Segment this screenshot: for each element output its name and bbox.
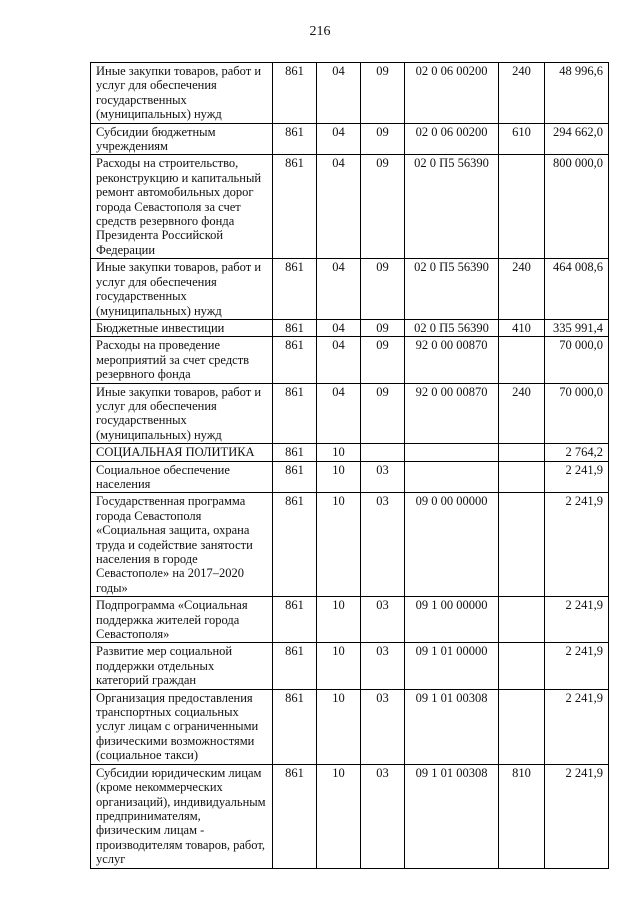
table-row <box>91 597 609 643</box>
cell-cs: 09 1 01 00000 <box>405 643 499 689</box>
cell-vr <box>499 155 545 259</box>
table-row <box>91 259 609 320</box>
cell-cs <box>405 461 499 493</box>
cell-cs <box>405 444 499 461</box>
cell-amount: 2 241,9 <box>545 764 609 868</box>
table-row <box>91 689 609 764</box>
table-row <box>91 155 609 259</box>
cell-rz: 04 <box>317 319 361 336</box>
cell-name: Субсидии юридическим лицам (кроме некоммерческих организаций), индивидуальным предпринимателям, физическим лицам - производителям товаров, работ, услуг <box>91 764 273 868</box>
cell-cs: 02 0 П5 56390 <box>405 155 499 259</box>
cell-amount: 70 000,0 <box>545 337 609 383</box>
cell-rz: 10 <box>317 597 361 643</box>
cell-cs: 02 0 06 00200 <box>405 123 499 155</box>
cell-name: Подпрограмма «Социальная поддержка жителей города Севастополя» <box>91 597 273 643</box>
table-row <box>91 643 609 689</box>
table-row <box>91 319 609 336</box>
cell-amount: 800 000,0 <box>545 155 609 259</box>
cell-rz: 04 <box>317 123 361 155</box>
cell-pr: 03 <box>361 764 405 868</box>
cell-cs: 09 1 01 00308 <box>405 689 499 764</box>
cell-pr: 03 <box>361 689 405 764</box>
cell-vr: 240 <box>499 383 545 444</box>
cell-pr: 03 <box>361 643 405 689</box>
cell-name: Иные закупки товаров, работ и услуг для обеспечения государственных (муниципальных) нужд <box>91 63 273 124</box>
cell-vr: 610 <box>499 123 545 155</box>
cell-rz: 10 <box>317 643 361 689</box>
cell-name: Расходы на проведение мероприятий за счет средств резервного фонда <box>91 337 273 383</box>
cell-vr <box>499 689 545 764</box>
table-row <box>91 63 609 124</box>
cell-vr <box>499 444 545 461</box>
cell-cs: 92 0 00 00870 <box>405 337 499 383</box>
cell-name: Социальное обеспечение населения <box>91 461 273 493</box>
cell-cs: 09 0 00 00000 <box>405 493 499 597</box>
cell-rz: 10 <box>317 461 361 493</box>
cell-pr: 09 <box>361 383 405 444</box>
cell-rz: 04 <box>317 63 361 124</box>
cell-gr: 861 <box>273 764 317 868</box>
cell-vr: 810 <box>499 764 545 868</box>
cell-vr <box>499 337 545 383</box>
cell-amount: 464 008,6 <box>545 259 609 320</box>
cell-rz: 10 <box>317 764 361 868</box>
cell-pr: 09 <box>361 337 405 383</box>
cell-amount: 2 241,9 <box>545 461 609 493</box>
cell-amount: 2 241,9 <box>545 643 609 689</box>
cell-name: Бюджетные инвестиции <box>91 319 273 336</box>
cell-pr: 09 <box>361 259 405 320</box>
cell-gr: 861 <box>273 461 317 493</box>
table-row <box>91 444 609 461</box>
cell-pr: 03 <box>361 493 405 597</box>
cell-gr: 861 <box>273 123 317 155</box>
cell-amount: 70 000,0 <box>545 383 609 444</box>
cell-vr <box>499 493 545 597</box>
cell-amount: 2 764,2 <box>545 444 609 461</box>
budget-table <box>90 62 609 869</box>
cell-rz: 10 <box>317 493 361 597</box>
cell-amount: 294 662,0 <box>545 123 609 155</box>
cell-vr <box>499 643 545 689</box>
cell-gr: 861 <box>273 259 317 320</box>
cell-pr <box>361 444 405 461</box>
cell-amount: 48 996,6 <box>545 63 609 124</box>
cell-gr: 861 <box>273 643 317 689</box>
cell-cs: 02 0 П5 56390 <box>405 259 499 320</box>
cell-name: Иные закупки товаров, работ и услуг для обеспечения государственных (муниципальных) нужд <box>91 259 273 320</box>
cell-name: Организация предоставления транспортных социальных услуг лицам с ограниченными физическими возможностями (социальное такси) <box>91 689 273 764</box>
cell-rz: 04 <box>317 337 361 383</box>
cell-vr: 240 <box>499 259 545 320</box>
cell-rz: 10 <box>317 444 361 461</box>
cell-pr: 09 <box>361 319 405 336</box>
table-row <box>91 123 609 155</box>
cell-name: Субсидии бюджетным учреждениям <box>91 123 273 155</box>
budget-table-body <box>91 63 609 869</box>
cell-vr: 240 <box>499 63 545 124</box>
cell-gr: 861 <box>273 689 317 764</box>
table-row <box>91 383 609 444</box>
cell-vr <box>499 461 545 493</box>
cell-name: Иные закупки товаров, работ и услуг для обеспечения государственных (муниципальных) нужд <box>91 383 273 444</box>
cell-gr: 861 <box>273 597 317 643</box>
cell-name: Развитие мер социальной поддержки отдельных категорий граждан <box>91 643 273 689</box>
cell-name: Расходы на строительство, реконструкцию и капитальный ремонт автомобильных дорог города Севастополя за счет средств резервного фонда Президента Российской Федерации <box>91 155 273 259</box>
cell-pr: 09 <box>361 155 405 259</box>
cell-name: Государственная программа города Севастополя «Социальная защита, охрана труда и содействие занятости населения в городе Севастополе» на 2017–2020 годы» <box>91 493 273 597</box>
cell-rz: 04 <box>317 155 361 259</box>
page-number: 216 <box>309 24 331 39</box>
cell-gr: 861 <box>273 155 317 259</box>
cell-cs: 09 1 01 00308 <box>405 764 499 868</box>
cell-name: СОЦИАЛЬНАЯ ПОЛИТИКА <box>91 444 273 461</box>
cell-cs: 09 1 00 00000 <box>405 597 499 643</box>
cell-gr: 861 <box>273 337 317 383</box>
cell-pr: 03 <box>361 597 405 643</box>
cell-amount: 2 241,9 <box>545 493 609 597</box>
cell-pr: 09 <box>361 123 405 155</box>
cell-vr <box>499 597 545 643</box>
cell-rz: 10 <box>317 689 361 764</box>
table-row <box>91 764 609 868</box>
table-row <box>91 337 609 383</box>
cell-amount: 2 241,9 <box>545 689 609 764</box>
cell-gr: 861 <box>273 63 317 124</box>
cell-gr: 861 <box>273 383 317 444</box>
cell-cs: 02 0 06 00200 <box>405 63 499 124</box>
cell-amount: 335 991,4 <box>545 319 609 336</box>
cell-rz: 04 <box>317 383 361 444</box>
table-row <box>91 493 609 597</box>
cell-pr: 09 <box>361 63 405 124</box>
cell-cs: 92 0 00 00870 <box>405 383 499 444</box>
cell-vr: 410 <box>499 319 545 336</box>
cell-gr: 861 <box>273 493 317 597</box>
cell-pr: 03 <box>361 461 405 493</box>
table-row <box>91 461 609 493</box>
cell-gr: 861 <box>273 319 317 336</box>
cell-amount: 2 241,9 <box>545 597 609 643</box>
cell-rz: 04 <box>317 259 361 320</box>
cell-cs: 02 0 П5 56390 <box>405 319 499 336</box>
cell-gr: 861 <box>273 444 317 461</box>
